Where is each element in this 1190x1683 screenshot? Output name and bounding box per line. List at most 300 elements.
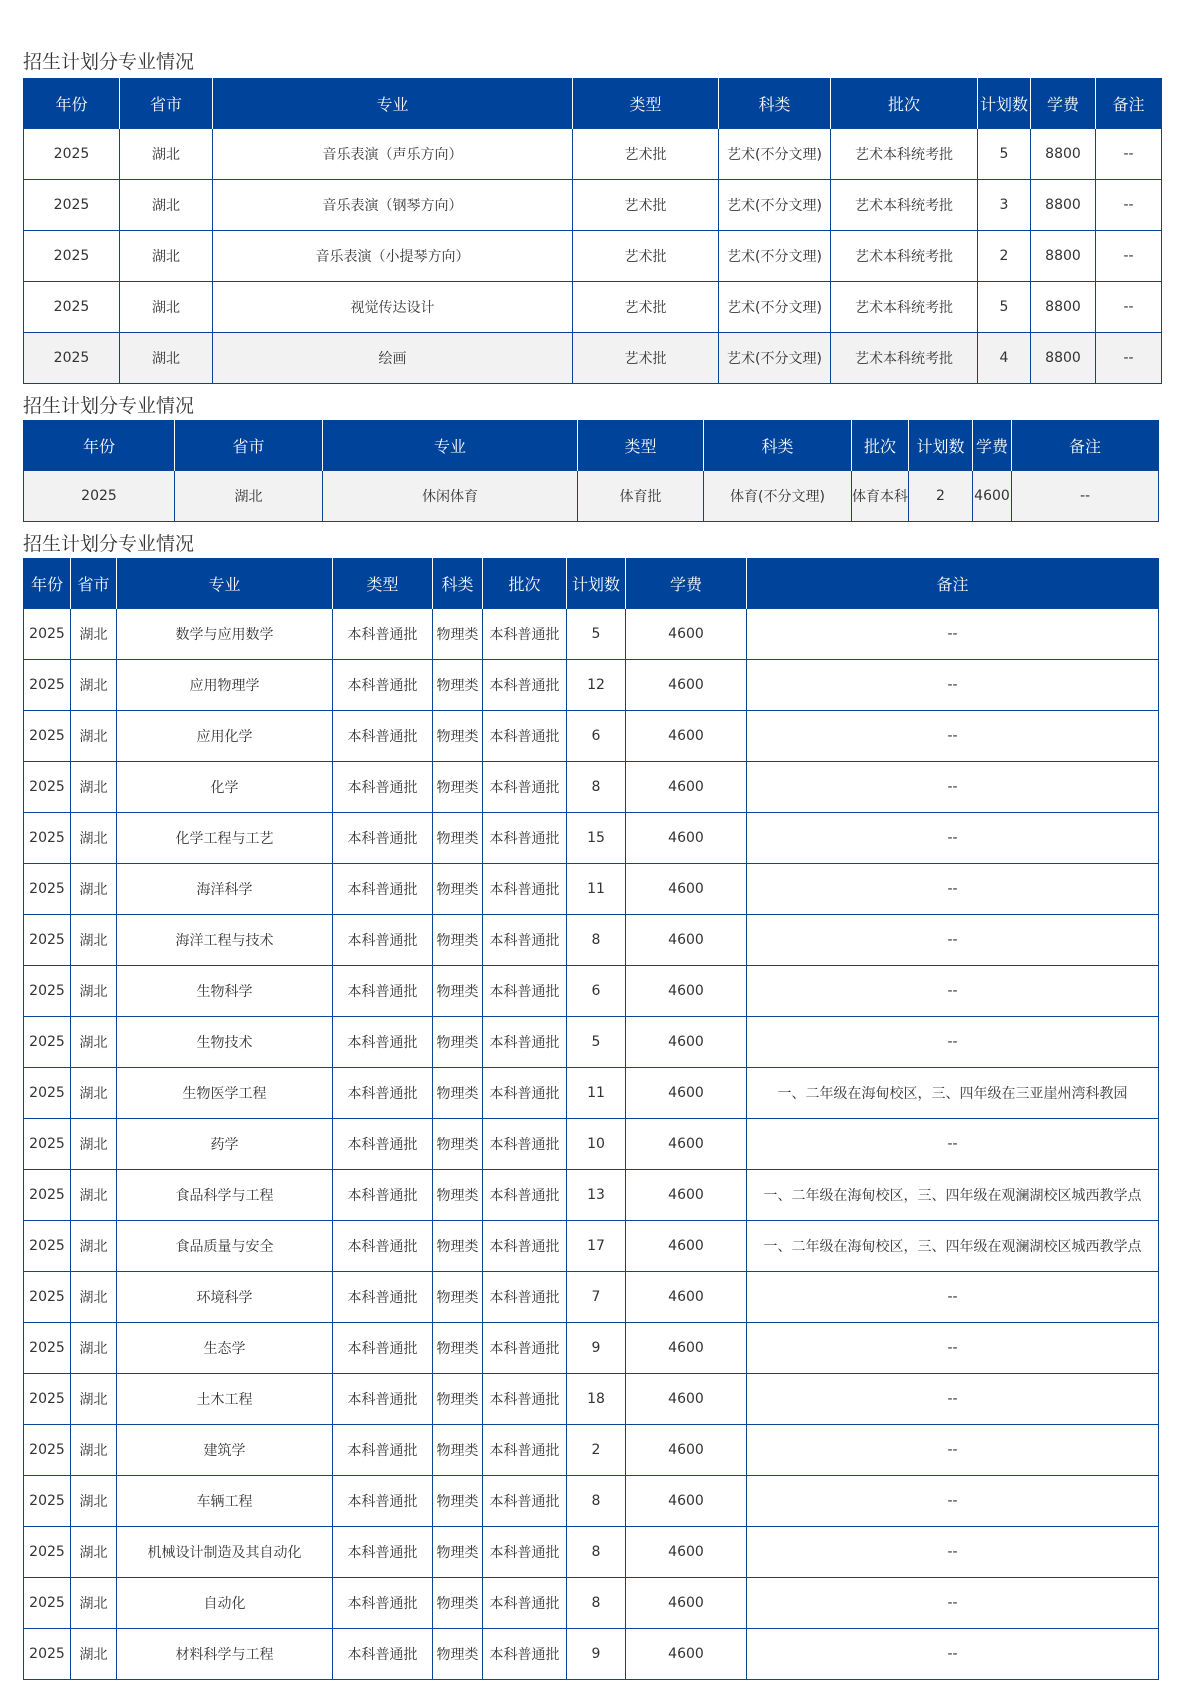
tuition-cell: 4600 [626, 762, 747, 813]
remark-cell: 一、二年级在海甸校区，三、四年级在观澜湖校区城西教学点 [747, 1170, 1159, 1221]
major-cell: 应用化学 [117, 711, 333, 762]
type-cell: 本科普通批 [333, 1119, 433, 1170]
tuition-cell: 4600 [626, 864, 747, 915]
col-plan-count: 计划数 [978, 78, 1031, 129]
major-cell: 土木工程 [117, 1374, 333, 1425]
table-row [24, 1578, 1159, 1629]
province-cell: 湖北 [71, 660, 117, 711]
col-type: 类型 [333, 558, 433, 609]
major-cell: 食品科学与工程 [117, 1170, 333, 1221]
province-cell: 湖北 [71, 711, 117, 762]
col-type: 类型 [573, 78, 719, 129]
col-remark: 备注 [1012, 420, 1159, 471]
subject-cell: 艺术(不分文理) [719, 333, 831, 384]
tuition-cell: 8800 [1031, 180, 1096, 231]
province-cell: 湖北 [71, 1323, 117, 1374]
tuition-cell: 8800 [1031, 333, 1096, 384]
batch-cell: 本科普通批 [483, 1476, 567, 1527]
type-cell: 本科普通批 [333, 966, 433, 1017]
type-cell: 体育批 [578, 471, 704, 522]
year-cell: 2025 [24, 180, 120, 231]
province-cell: 湖北 [71, 1476, 117, 1527]
province-cell: 湖北 [71, 1578, 117, 1629]
table-row [24, 1323, 1159, 1374]
subject-cell: 物理类 [433, 1068, 483, 1119]
tuition-cell: 4600 [626, 1527, 747, 1578]
plan-count-cell: 6 [567, 966, 626, 1017]
province-cell: 湖北 [71, 1629, 117, 1680]
table-row [24, 1221, 1159, 1272]
major-cell: 车辆工程 [117, 1476, 333, 1527]
table-header-row [24, 78, 1162, 129]
batch-cell: 艺术本科统考批 [831, 129, 978, 180]
tuition-cell: 4600 [626, 1578, 747, 1629]
table-row [24, 660, 1159, 711]
tuition-cell: 4600 [626, 1017, 747, 1068]
remark-cell: -- [747, 660, 1159, 711]
plan-count-cell: 5 [567, 1017, 626, 1068]
remark-cell: -- [747, 1578, 1159, 1629]
table-row [24, 1119, 1159, 1170]
col-batch: 批次 [483, 558, 567, 609]
col-subject: 科类 [433, 558, 483, 609]
col-major: 专业 [213, 78, 573, 129]
batch-cell: 本科普通批 [483, 1119, 567, 1170]
type-cell: 本科普通批 [333, 660, 433, 711]
province-cell: 湖北 [71, 915, 117, 966]
batch-cell: 本科普通批 [483, 1068, 567, 1119]
subject-cell: 物理类 [433, 864, 483, 915]
type-cell: 本科普通批 [333, 609, 433, 660]
province-cell: 湖北 [71, 1068, 117, 1119]
col-major: 专业 [117, 558, 333, 609]
year-cell: 2025 [24, 813, 71, 864]
table-header-row [24, 558, 1159, 609]
table-row [24, 966, 1159, 1017]
type-cell: 艺术批 [573, 333, 719, 384]
major-cell: 音乐表演（声乐方向） [213, 129, 573, 180]
type-cell: 本科普通批 [333, 711, 433, 762]
table-row [24, 1017, 1159, 1068]
subject-cell: 物理类 [433, 1272, 483, 1323]
plan-count-cell: 8 [567, 915, 626, 966]
tuition-cell: 4600 [626, 813, 747, 864]
year-cell: 2025 [24, 1272, 71, 1323]
major-cell: 音乐表演（钢琴方向） [213, 180, 573, 231]
province-cell: 湖北 [71, 1527, 117, 1578]
col-batch: 批次 [831, 78, 978, 129]
plan-count-cell: 8 [567, 1527, 626, 1578]
remark-cell: -- [747, 864, 1159, 915]
table-row [24, 1272, 1159, 1323]
remark-cell: -- [747, 1323, 1159, 1374]
major-cell: 药学 [117, 1119, 333, 1170]
type-cell: 艺术批 [573, 282, 719, 333]
table-row [24, 1068, 1159, 1119]
batch-cell: 本科普通批 [483, 1272, 567, 1323]
section-title-sports: 招生计划分专业情况 [23, 395, 195, 417]
tuition-cell: 4600 [626, 1476, 747, 1527]
province-cell: 湖北 [71, 609, 117, 660]
province-cell: 湖北 [71, 966, 117, 1017]
province-cell: 湖北 [71, 1272, 117, 1323]
tuition-cell: 4600 [626, 1170, 747, 1221]
table-row [24, 813, 1159, 864]
remark-cell: -- [1096, 129, 1162, 180]
plan-count-cell: 8 [567, 1578, 626, 1629]
major-cell: 休闲体育 [323, 471, 578, 522]
subject-cell: 物理类 [433, 1476, 483, 1527]
table-row [24, 1527, 1159, 1578]
year-cell: 2025 [24, 762, 71, 813]
year-cell: 2025 [24, 915, 71, 966]
batch-cell: 本科普通批 [483, 660, 567, 711]
province-cell: 湖北 [71, 813, 117, 864]
plan-count-cell: 2 [567, 1425, 626, 1476]
province-cell: 湖北 [71, 762, 117, 813]
plan-count-cell: 11 [567, 1068, 626, 1119]
plan-count-cell: 2 [978, 231, 1031, 282]
year-cell: 2025 [24, 1170, 71, 1221]
subject-cell: 物理类 [433, 1170, 483, 1221]
batch-cell: 本科普通批 [483, 711, 567, 762]
major-cell: 机械设计制造及其自动化 [117, 1527, 333, 1578]
batch-cell: 本科普通批 [483, 966, 567, 1017]
plan-count-cell: 5 [978, 282, 1031, 333]
batch-cell: 本科普通批 [483, 609, 567, 660]
major-cell: 自动化 [117, 1578, 333, 1629]
batch-cell: 艺术本科统考批 [831, 282, 978, 333]
tuition-cell: 4600 [626, 1068, 747, 1119]
province-cell: 湖北 [120, 333, 213, 384]
major-cell: 化学工程与工艺 [117, 813, 333, 864]
tuition-cell: 8800 [1031, 231, 1096, 282]
type-cell: 本科普通批 [333, 1272, 433, 1323]
tuition-cell: 4600 [626, 660, 747, 711]
subject-cell: 物理类 [433, 711, 483, 762]
year-cell: 2025 [24, 1017, 71, 1068]
year-cell: 2025 [24, 231, 120, 282]
subject-cell: 物理类 [433, 1629, 483, 1680]
province-cell: 湖北 [71, 1425, 117, 1476]
remark-cell: -- [747, 1629, 1159, 1680]
remark-cell: -- [1012, 471, 1159, 522]
batch-cell: 艺术本科统考批 [831, 333, 978, 384]
province-cell: 湖北 [120, 180, 213, 231]
remark-cell: -- [747, 609, 1159, 660]
subject-cell: 艺术(不分文理) [719, 180, 831, 231]
col-plan-count: 计划数 [567, 558, 626, 609]
plan-count-cell: 18 [567, 1374, 626, 1425]
subject-cell: 物理类 [433, 1323, 483, 1374]
batch-cell: 本科普通批 [483, 1323, 567, 1374]
year-cell: 2025 [24, 471, 175, 522]
tuition-cell: 8800 [1031, 129, 1096, 180]
plan-count-cell: 8 [567, 1476, 626, 1527]
subject-cell: 物理类 [433, 1017, 483, 1068]
province-cell: 湖北 [71, 1221, 117, 1272]
type-cell: 本科普通批 [333, 1170, 433, 1221]
remark-cell: -- [1096, 180, 1162, 231]
tuition-cell: 4600 [626, 915, 747, 966]
province-cell: 湖北 [120, 231, 213, 282]
year-cell: 2025 [24, 711, 71, 762]
remark-cell: -- [747, 1119, 1159, 1170]
year-cell: 2025 [24, 1119, 71, 1170]
table-row [24, 231, 1162, 282]
major-cell: 生态学 [117, 1323, 333, 1374]
type-cell: 本科普通批 [333, 915, 433, 966]
plan-count-cell: 3 [978, 180, 1031, 231]
batch-cell: 本科普通批 [483, 1629, 567, 1680]
type-cell: 艺术批 [573, 180, 719, 231]
remark-cell: -- [747, 813, 1159, 864]
table-row [24, 915, 1159, 966]
table-header-row [24, 420, 1159, 471]
plan-count-cell: 5 [978, 129, 1031, 180]
major-cell: 应用物理学 [117, 660, 333, 711]
subject-cell: 物理类 [433, 1221, 483, 1272]
remark-cell: -- [1096, 333, 1162, 384]
col-subject: 科类 [719, 78, 831, 129]
subject-cell: 物理类 [433, 1527, 483, 1578]
remark-cell: -- [747, 711, 1159, 762]
col-subject: 科类 [704, 420, 852, 471]
col-remark: 备注 [1096, 78, 1162, 129]
year-cell: 2025 [24, 1578, 71, 1629]
remark-cell: -- [747, 1527, 1159, 1578]
type-cell: 本科普通批 [333, 864, 433, 915]
table-row [24, 1425, 1159, 1476]
batch-cell: 艺术本科统考批 [831, 180, 978, 231]
tuition-cell: 4600 [626, 1119, 747, 1170]
table-row [24, 711, 1159, 762]
type-cell: 本科普通批 [333, 1221, 433, 1272]
year-cell: 2025 [24, 1425, 71, 1476]
col-year: 年份 [24, 420, 175, 471]
major-cell: 生物医学工程 [117, 1068, 333, 1119]
remark-cell: -- [747, 915, 1159, 966]
plan-count-cell: 4 [978, 333, 1031, 384]
batch-cell: 本科普通批 [483, 1017, 567, 1068]
subject-cell: 艺术(不分文理) [719, 129, 831, 180]
plan-count-cell: 15 [567, 813, 626, 864]
tuition-cell: 4600 [626, 1323, 747, 1374]
type-cell: 本科普通批 [333, 1017, 433, 1068]
table-row [24, 333, 1162, 384]
batch-cell: 本科普通批 [483, 915, 567, 966]
tuition-cell: 4600 [973, 471, 1012, 522]
year-cell: 2025 [24, 333, 120, 384]
major-cell: 材料科学与工程 [117, 1629, 333, 1680]
plan-count-cell: 7 [567, 1272, 626, 1323]
tuition-cell: 4600 [626, 1374, 747, 1425]
table-row [24, 180, 1162, 231]
col-tuition: 学费 [626, 558, 747, 609]
major-cell: 建筑学 [117, 1425, 333, 1476]
type-cell: 本科普通批 [333, 1476, 433, 1527]
type-cell: 本科普通批 [333, 1374, 433, 1425]
table-row [24, 864, 1159, 915]
type-cell: 本科普通批 [333, 1323, 433, 1374]
batch-cell: 本科普通批 [483, 1374, 567, 1425]
remark-cell: 一、二年级在海甸校区，三、四年级在三亚崖州湾科教园 [747, 1068, 1159, 1119]
plan-count-cell: 9 [567, 1629, 626, 1680]
major-cell: 绘画 [213, 333, 573, 384]
general-plan-table [23, 558, 1159, 1680]
subject-cell: 物理类 [433, 1578, 483, 1629]
province-cell: 湖北 [175, 471, 323, 522]
plan-count-cell: 12 [567, 660, 626, 711]
major-cell: 生物技术 [117, 1017, 333, 1068]
major-cell: 食品质量与安全 [117, 1221, 333, 1272]
tuition-cell: 4600 [626, 966, 747, 1017]
subject-cell: 物理类 [433, 762, 483, 813]
major-cell: 化学 [117, 762, 333, 813]
year-cell: 2025 [24, 1221, 71, 1272]
year-cell: 2025 [24, 1629, 71, 1680]
type-cell: 本科普通批 [333, 762, 433, 813]
tuition-cell: 4600 [626, 1272, 747, 1323]
subject-cell: 物理类 [433, 1425, 483, 1476]
section-title-art: 招生计划分专业情况 [23, 51, 195, 73]
subject-cell: 物理类 [433, 966, 483, 1017]
col-province: 省市 [120, 78, 213, 129]
subject-cell: 物理类 [433, 915, 483, 966]
remark-cell: 一、二年级在海甸校区，三、四年级在观澜湖校区城西教学点 [747, 1221, 1159, 1272]
major-cell: 海洋工程与技术 [117, 915, 333, 966]
sports-plan-table [23, 420, 1159, 522]
remark-cell: -- [747, 1425, 1159, 1476]
col-plan-count: 计划数 [909, 420, 973, 471]
province-cell: 湖北 [120, 282, 213, 333]
subject-cell: 物理类 [433, 813, 483, 864]
plan-count-cell: 6 [567, 711, 626, 762]
table-row [24, 282, 1162, 333]
subject-cell: 物理类 [433, 660, 483, 711]
year-cell: 2025 [24, 609, 71, 660]
batch-cell: 本科普通批 [483, 1425, 567, 1476]
table-row [24, 1170, 1159, 1221]
remark-cell: -- [747, 762, 1159, 813]
batch-cell: 本科普通批 [483, 864, 567, 915]
type-cell: 艺术批 [573, 129, 719, 180]
col-batch: 批次 [852, 420, 909, 471]
province-cell: 湖北 [71, 1017, 117, 1068]
type-cell: 本科普通批 [333, 1629, 433, 1680]
remark-cell: -- [747, 1476, 1159, 1527]
province-cell: 湖北 [120, 129, 213, 180]
subject-cell: 艺术(不分文理) [719, 282, 831, 333]
section-title-general: 招生计划分专业情况 [23, 533, 195, 555]
col-major: 专业 [323, 420, 578, 471]
type-cell: 本科普通批 [333, 1578, 433, 1629]
col-year: 年份 [24, 558, 71, 609]
batch-cell: 本科普通批 [483, 813, 567, 864]
subject-cell: 物理类 [433, 1119, 483, 1170]
table-row [24, 1374, 1159, 1425]
tuition-cell: 8800 [1031, 282, 1096, 333]
province-cell: 湖北 [71, 1119, 117, 1170]
batch-cell: 本科普通批 [483, 1221, 567, 1272]
plan-count-cell: 13 [567, 1170, 626, 1221]
tuition-cell: 4600 [626, 1629, 747, 1680]
table-row [24, 762, 1159, 813]
province-cell: 湖北 [71, 1374, 117, 1425]
year-cell: 2025 [24, 966, 71, 1017]
plan-count-cell: 5 [567, 609, 626, 660]
year-cell: 2025 [24, 1476, 71, 1527]
province-cell: 湖北 [71, 1170, 117, 1221]
year-cell: 2025 [24, 129, 120, 180]
major-cell: 视觉传达设计 [213, 282, 573, 333]
major-cell: 环境科学 [117, 1272, 333, 1323]
year-cell: 2025 [24, 1527, 71, 1578]
col-year: 年份 [24, 78, 120, 129]
subject-cell: 体育(不分文理) [704, 471, 852, 522]
remark-cell: -- [747, 1017, 1159, 1068]
batch-cell: 艺术本科统考批 [831, 231, 978, 282]
type-cell: 本科普通批 [333, 1425, 433, 1476]
table-row [24, 1629, 1159, 1680]
batch-cell: 本科普通批 [483, 762, 567, 813]
table-row [24, 609, 1159, 660]
major-cell: 生物科学 [117, 966, 333, 1017]
subject-cell: 艺术(不分文理) [719, 231, 831, 282]
col-province: 省市 [71, 558, 117, 609]
tuition-cell: 4600 [626, 1425, 747, 1476]
remark-cell: -- [1096, 282, 1162, 333]
type-cell: 艺术批 [573, 231, 719, 282]
subject-cell: 物理类 [433, 609, 483, 660]
type-cell: 本科普通批 [333, 1068, 433, 1119]
plan-count-cell: 8 [567, 762, 626, 813]
col-type: 类型 [578, 420, 704, 471]
remark-cell: -- [747, 1272, 1159, 1323]
col-province: 省市 [175, 420, 323, 471]
remark-cell: -- [747, 1374, 1159, 1425]
plan-count-cell: 10 [567, 1119, 626, 1170]
remark-cell: -- [747, 966, 1159, 1017]
batch-cell: 体育本科 [852, 471, 909, 522]
year-cell: 2025 [24, 1068, 71, 1119]
year-cell: 2025 [24, 1374, 71, 1425]
tuition-cell: 4600 [626, 1221, 747, 1272]
type-cell: 本科普通批 [333, 1527, 433, 1578]
plan-count-cell: 9 [567, 1323, 626, 1374]
col-remark: 备注 [747, 558, 1159, 609]
batch-cell: 本科普通批 [483, 1578, 567, 1629]
tuition-cell: 4600 [626, 609, 747, 660]
col-tuition: 学费 [973, 420, 1012, 471]
subject-cell: 物理类 [433, 1374, 483, 1425]
table-row [24, 129, 1162, 180]
major-cell: 海洋科学 [117, 864, 333, 915]
year-cell: 2025 [24, 864, 71, 915]
remark-cell: -- [1096, 231, 1162, 282]
batch-cell: 本科普通批 [483, 1170, 567, 1221]
major-cell: 数学与应用数学 [117, 609, 333, 660]
tuition-cell: 4600 [626, 711, 747, 762]
batch-cell: 本科普通批 [483, 1527, 567, 1578]
year-cell: 2025 [24, 660, 71, 711]
plan-count-cell: 11 [567, 864, 626, 915]
year-cell: 2025 [24, 1323, 71, 1374]
table-row [24, 1476, 1159, 1527]
province-cell: 湖北 [71, 864, 117, 915]
year-cell: 2025 [24, 282, 120, 333]
major-cell: 音乐表演（小提琴方向） [213, 231, 573, 282]
